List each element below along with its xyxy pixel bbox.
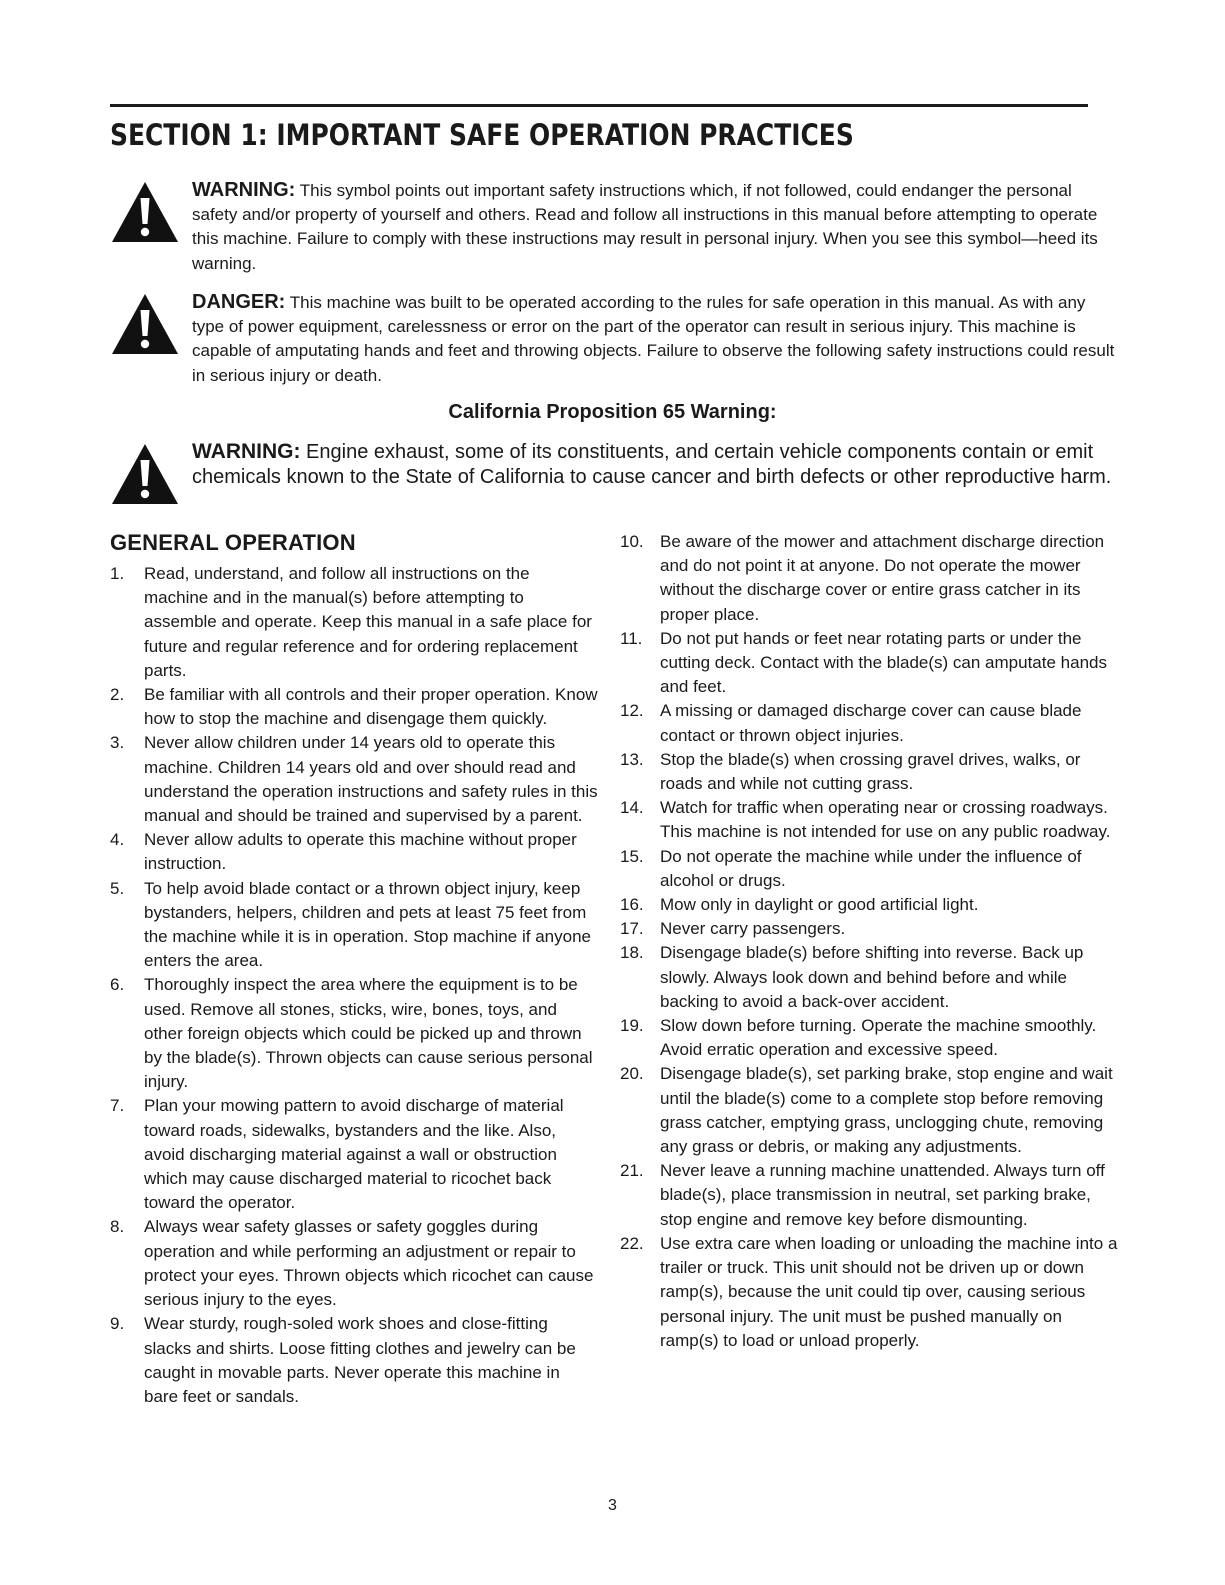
warning-triangle-icon	[110, 442, 180, 506]
list-item-text: Slow down before turning. Operate the machine smoothly. Avoid erratic operation and excessive speed.	[660, 1016, 1097, 1060]
list-item-text: Use extra care when loading or unloading the machine into a trailer or truck. This unit should not be driven up or down ramp(s), because the unit could tip over, causing serious personal injury. The unit must be pushed manually on ramp(s) to load or unload properly.	[660, 1233, 1118, 1350]
list-item-number: 18.	[620, 943, 644, 963]
list-item	[620, 796, 1120, 844]
list-item-text: Never leave a running machine unattended. Always turn off blade(s), place transmission in neutral, set parking brake, stop engine and remove key before dismounting.	[660, 1161, 1105, 1229]
list-item-text: Read, understand, and follow all instructions on the machine and in the manual(s) before attempting to assemble and operate. Keep this manual in a safe place for future and regular reference and for ordering replacement parts.	[144, 564, 592, 680]
list-item-number: 7.	[110, 1096, 125, 1116]
list-item-text: Thoroughly inspect the area where the equipment is to be used. Remove all stones, sticks, wire, bones, toys, and other foreign objects which could be picked up and thrown by the blade(s). Thrown objects can cause serious personal injury.	[144, 975, 593, 1092]
list-item-text: Never allow children under 14 years old to operate this machine. Children 14 years old and over should read and understand the operation instructions and safety rules in this manual and should be trained and supervised by a parent.	[144, 733, 598, 826]
list-item-text: Never carry passengers.	[660, 919, 846, 939]
list-item-text: Mow only in daylight or good artificial light.	[660, 895, 979, 915]
list-item-number: 3.	[110, 733, 125, 753]
list-item-number: 9.	[110, 1314, 125, 1334]
list-item-text: Do not put hands or feet near rotating parts or under the cutting deck. Contact with the blade(s) can amputate hands and feet.	[660, 628, 1107, 697]
list-item-text: Stop the blade(s) when crossing gravel drives, walks, or roads and while not cutting grass.	[660, 749, 1081, 794]
list-item-text: Be aware of the mower and attachment discharge direction and do not point it at anyone. Do not operate the mower without the discharge cover or entire grass catcher in its proper place.	[660, 532, 1105, 624]
list-item	[110, 562, 598, 683]
list-item-number: 5.	[110, 878, 125, 898]
section-title: SECTION 1: IMPORTANT SAFE OPERATION PRACTICES	[110, 118, 854, 152]
list-item	[620, 1014, 1120, 1062]
general-operation-left-column	[110, 530, 598, 1409]
list-item	[620, 893, 1120, 917]
list-item	[620, 530, 1120, 627]
list-item	[110, 1094, 598, 1215]
list-item-text: A missing or damaged discharge cover can cause blade contact or thrown object injuries.	[660, 701, 1082, 745]
list-item-number: 16.	[620, 895, 644, 915]
general-operation-list	[110, 562, 598, 1409]
list-item	[110, 1312, 598, 1409]
list-item	[620, 748, 1120, 796]
list-item-number: 17.	[620, 919, 644, 939]
prop65-warning-notice	[192, 439, 1117, 490]
list-item	[110, 731, 598, 828]
page-number: 3	[608, 1497, 617, 1514]
list-item	[620, 627, 1120, 700]
list-item-text: Plan your mowing pattern to avoid discharge of material toward roads, sidewalks, bystanders and the like. Also, avoid discharging material against a wall or obstruction which may cause discharged material to ricochet back toward the operator.	[144, 1096, 564, 1213]
general-operation-list-continued	[620, 530, 1120, 1353]
list-item	[620, 941, 1120, 1014]
list-item-text: Be familiar with all controls and their proper operation. Know how to stop the machine and disengage them quickly.	[144, 685, 598, 729]
prop65-title: California Proposition 65 Warning:	[448, 401, 777, 423]
list-item	[620, 917, 1120, 941]
list-item-number: 10.	[620, 532, 644, 551]
list-item	[110, 877, 598, 974]
notice-text: Engine exhaust, some of its constituents, and certain vehicle components contain or emit chemicals known to the State of California to cause cancer and birth defects or other reproductive harm.	[192, 441, 1112, 488]
list-item-text: Disengage blade(s), set parking brake, stop engine and wait until the blade(s) come to a complete stop before removing grass catcher, emptying grass, unclogging chute, removing any grass or debris, or making any adjustments.	[660, 1064, 1113, 1157]
list-item	[110, 973, 598, 1094]
list-item-text: Watch for traffic when operating near or crossing roadways. This machine is not intended for use on any public roadway.	[660, 798, 1111, 842]
list-item-text: To help avoid blade contact or a thrown object injury, keep bystanders, helpers, children and pets at least 75 feet from the machine while it is in operation. Stop machine if anyone enters the area.	[144, 878, 591, 971]
notice-keyword: WARNING:	[192, 440, 301, 463]
notice-keyword: WARNING:	[192, 179, 296, 201]
list-item-number: 22.	[620, 1233, 644, 1253]
list-item-text: Never allow adults to operate this machine without proper instruction.	[144, 830, 577, 874]
top-rule	[110, 104, 1088, 107]
list-item	[620, 1232, 1120, 1353]
notice-text: This symbol points out important safety instructions which, if not followed, could endanger the personal safety and/or property of yourself and others. Read and follow all instructions in this manual before attempting to operate this machine. Failure to comply with these instructions may result in personal injury. When you see this symbol—heed its warning.	[192, 181, 1098, 273]
warning-notice	[192, 178, 1117, 276]
list-item	[620, 1062, 1120, 1159]
general-operation-right-column	[620, 530, 1120, 1353]
list-item-number: 15.	[620, 846, 644, 866]
list-item-text: Do not operate the machine while under the influence of alcohol or drugs.	[660, 846, 1082, 890]
list-item-number: 6.	[110, 975, 125, 995]
warning-triangle-icon	[110, 292, 180, 356]
list-item-number: 11.	[620, 628, 643, 648]
notice-text: This machine was built to be operated according to the rules for safe operation in this manual. As with any type of power equipment, carelessness or error on the part of the operator can result in serious injury. This machine is capable of amputating hands and feet and throwing objects. Failure to observe the following safety instructions could result in serious injury or death.	[192, 293, 1115, 385]
list-item-number: 13.	[620, 749, 644, 769]
list-item-number: 21.	[620, 1161, 644, 1181]
list-item	[620, 845, 1120, 893]
general-operation-heading: GENERAL OPERATION	[110, 530, 356, 555]
list-item-number: 1.	[110, 564, 125, 583]
list-item-text: Wear sturdy, rough-soled work shoes and close-fitting slacks and shirts. Loose fitting clothes and jewelry can be caught in movable parts. Never operate this machine in bare feet or sandals.	[144, 1314, 576, 1406]
list-item-number: 4.	[110, 830, 125, 850]
list-item-number: 20.	[620, 1064, 644, 1084]
list-item-text: Disengage blade(s) before shifting into reverse. Back up slowly. Always look down and behind before and while backing to avoid a back-over accident.	[660, 943, 1084, 1011]
danger-notice	[192, 290, 1117, 388]
list-item-number: 8.	[110, 1217, 125, 1237]
list-item-text: Always wear safety glasses or safety goggles during operation and while performing an adjustment or repair to protect your eyes. Thrown objects which ricochet can cause serious injury to the eyes.	[144, 1217, 594, 1310]
list-item-number: 19.	[620, 1016, 644, 1036]
list-item-number: 2.	[110, 685, 125, 705]
warning-triangle-icon	[110, 180, 180, 244]
list-item	[620, 699, 1120, 747]
list-item-number: 12.	[620, 701, 644, 721]
list-item-number: 14.	[620, 798, 644, 818]
list-item	[110, 1215, 598, 1312]
list-item	[110, 683, 598, 731]
notice-keyword: DANGER:	[192, 291, 286, 313]
list-item	[620, 1159, 1120, 1232]
list-item	[110, 828, 598, 876]
